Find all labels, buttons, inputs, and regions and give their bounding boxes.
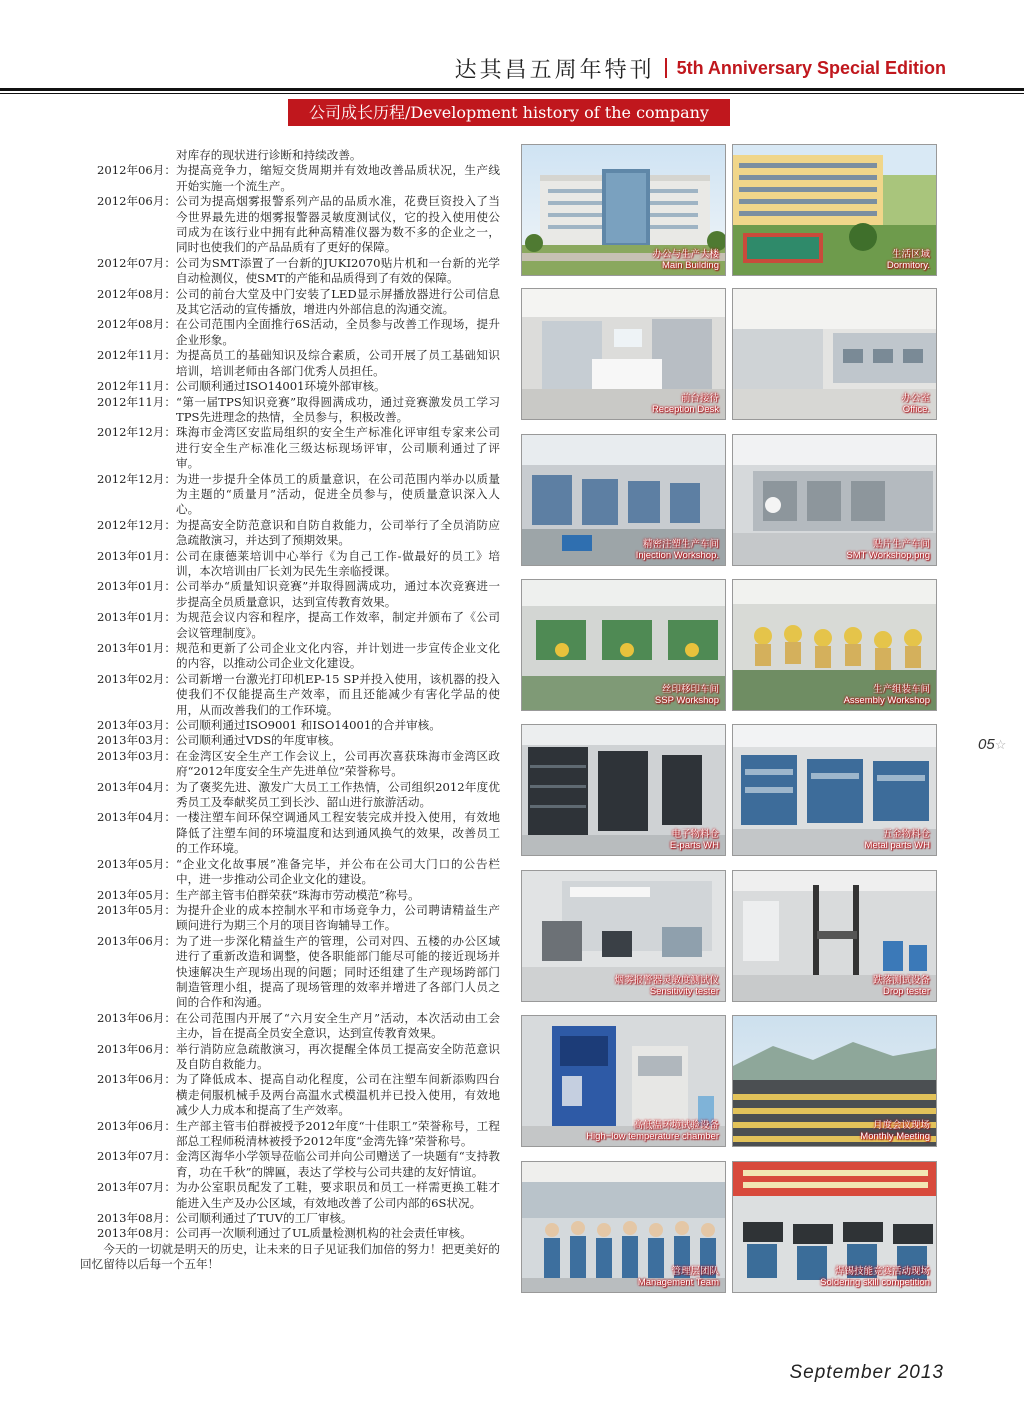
photo-caption: 前台接待 Reception Desk [651,393,719,415]
timeline-entry [80,1149,500,1180]
photo-caption: 烟雾报警器灵敏度测试仪 Sensitivity tester [614,975,719,997]
entry-date: 2013年06月： [96,1072,176,1087]
entry-text: 为办公室职员配发了工鞋，要求职员和员工一样需更换工鞋才能进入生产及办公区域，有效地改善了公司内部的6S状况。 [176,1180,500,1210]
entry-date: 2013年07月： [96,1180,176,1195]
photo-soldering-competition [732,1161,937,1293]
entry-date: 2012年11月： [96,379,176,394]
header-separator [665,58,667,78]
entry-date: 2013年01月： [96,610,176,625]
entry-date: 2013年02月： [96,671,176,686]
entry-text: 为提高安全防范意识和自防自救能力，公司举行了全员消防应急疏散演习，并达到了预期效果。 [176,517,500,548]
photo-sensitivity-tester [521,870,726,1002]
photo-smt-workshop [732,434,937,566]
entry-date: 2013年06月： [96,933,176,948]
section-banner: 公司成长历程/Development history of the company [288,99,730,126]
timeline-entry [80,1072,500,1118]
entry-text: 为了褒奖先进、激发广大员工工作热情，公司组织2012年度优秀员工及奉献奖员工到长沙、韶山进行旅游活动。 [176,779,500,810]
entry-text: 公司举办“质量知识竞赛”并取得圆满成功，通过本次竞赛进一步提高全员质量意识，达到宣传教育效果。 [176,579,500,609]
timeline-lead: 对库存的现状进行诊断和持续改善。 [176,148,362,162]
entry-date: 2012年06月： [96,194,176,209]
photo-dormitory [732,144,937,276]
photo-main-building [521,144,726,276]
footer-year: 2013 [897,1362,944,1383]
photo-metal-parts-warehouse [732,724,937,856]
photo-temperature-chamber [521,1015,726,1147]
timeline-entry [80,348,500,379]
entry-date: 2012年12月： [96,517,176,532]
photo-caption: 电子物料仓 E-parts WH [669,829,719,851]
timeline-entry [80,718,500,733]
entry-text: “企业文化故事展”准备完毕，并公布在公司大门口的公告栏中，进一步推动公司企业文化的建设。 [176,856,500,887]
photo-caption: 高低温环境试验设备 High−low temperature chamber [586,1120,719,1142]
photo-caption: 生活区域 Dormitory. [886,249,930,271]
timeline [80,148,500,1273]
timeline-entry [80,194,500,256]
timeline-entry [80,395,500,426]
entry-text: 生产部主管韦伯群被授予2012年度“十佳职工”荣誉称号，工程部总工程师税清林被授予2012年度“金湾先锋”荣誉称号。 [176,1118,500,1148]
photo-drop-tester [732,870,937,1002]
entry-date: 2012年11月： [96,394,176,409]
entry-date: 2013年05月： [96,856,176,871]
photo-caption: 办公与生产大楼 Main Building [652,249,719,271]
photo-eparts-warehouse [521,724,726,856]
entry-text: 公司为提高烟雾报警系列产品的品质水准，花费巨资投入了当今世界最先进的烟雾报警器灵敏度测试仪，它的投入使用使公司成为在该行业中拥有此种高精准仪器为数不多的企业之一，同时也使我们的产品品质有了更好的保障。 [176,194,500,255]
entry-text: 公司顺利通过ISO14001环境外部审核。 [176,379,386,394]
entry-date: 2013年01月： [96,641,176,655]
entry-date: 2013年05月： [96,887,176,902]
header-title-en: 5th Anniversary Special Edition [676,57,946,78]
timeline-entry [80,672,500,718]
star-icon: ☆ [994,737,1007,752]
timeline-entry [80,610,500,641]
timeline-entry [80,733,500,748]
entry-text: 珠海市金湾区安监局组织的安全生产标准化评审组专家来公司进行安全生产标准化三级达标现场评审，公司顺利通过了评审。 [176,425,500,471]
entry-text: “第一届TPS知识竞赛”取得圆满成功，通过竞赛激发员工学习TPS先进理念的热情，全员参与，积极改善。 [176,394,500,424]
entry-date: 2013年01月： [96,579,176,594]
entry-text: 为提高竞争力，缩短交货周期并有效地改善品质状况，生产线开始实施一个流生产。 [176,163,500,193]
timeline-entry [80,888,500,903]
timeline-entry [80,1011,500,1042]
timeline-entry [80,810,500,856]
entry-text: 在金湾区安全生产工作会议上，公司再次喜获珠海市金湾区政府“2012年度安全生产先进单位”荣誉称号。 [176,748,500,779]
photo-caption: 办公室 Office. [901,393,930,415]
entry-text: 生产部主管韦伯群荣获“珠海市劳动模范”称号。 [176,887,420,902]
photo-office [732,288,937,420]
page-number: 05☆ [978,736,1007,753]
timeline-entry [80,287,500,318]
photo-assembly-workshop [732,579,937,711]
header-rule-thin [0,93,1024,94]
photo-caption: 生产组装车间 Assembly Workshop [843,684,930,706]
entry-text: 为规范会议内容和程序，提高工作效率，制定并颁布了《公司会议管理制度》。 [176,610,500,640]
entry-date: 2012年12月： [96,471,176,486]
photo-caption: 精密注塑生产车间 Injection Workshop. [635,539,719,561]
entry-date: 2013年06月： [96,1041,176,1056]
timeline-entry [80,749,500,780]
timeline-entry [80,1211,500,1226]
entry-date: 2012年08月： [96,286,176,301]
header-title-cn: 达其昌五周年特刊 [454,57,655,83]
entry-date: 2013年03月： [96,718,176,733]
entry-text: 公司再一次顺利通过了UL质量检测机构的社会责任审核。 [176,1226,472,1241]
timeline-entry [80,641,500,672]
entry-date: 2013年03月： [96,748,176,763]
photo-caption: 焊锡技能竞赛活动现场 Soldering skill competition [820,1266,930,1288]
entry-date: 2013年05月： [96,902,176,917]
entry-text: 为提高员工的基础知识及综合素质，公司开展了员工基础知识培训，培训老师由各部门优秀人员担任。 [176,348,500,378]
entry-text: 规范和更新了公司企业文化内容，并计划进一步宣传企业文化的内容，以推动公司企业文化建设。 [176,641,500,671]
header-rule-thick [0,88,1024,91]
photo-management-team [521,1161,726,1293]
entry-text: 金湾区海华小学领导莅临公司并向公司赠送了一块题有“支持教育，功在千秋”的牌匾，表达了学校与公司共建的友好情谊。 [176,1149,500,1179]
timeline-entry [80,780,500,811]
entry-date: 2013年08月： [96,1226,176,1241]
photo-ssp-workshop [521,579,726,711]
entry-text: 举行消防应急疏散演习，再次提醒全体员工提高安全防范意识及自防自救能力。 [176,1041,500,1071]
entry-text: 为了进一步深化精益生产的管理，公司对四、五楼的办公区域进行了重新改造和调整，使各职能部门能尽可能的接近现场并快速解决生产现场出现的问题；同时还组建了生产现场跨部门制造管理小组，提高了现场管理的效率并增进了各部门人员之间的合作和沟通。 [176,933,500,1010]
timeline-entries [80,163,500,1241]
timeline-entry [80,903,500,934]
photo-caption: 丝印移印车间 SSP Workshop [654,684,719,706]
photo-caption: 贴片生产车间 SMT Workshop.png [846,539,930,561]
photo-reception [521,288,726,420]
entry-date: 2012年07月： [96,255,176,270]
photo-monthly-meeting [732,1015,937,1147]
timeline-entry [80,472,500,518]
entry-text: 在公司范围内开展了“六月安全生产月”活动，本次活动由工会主办，旨在提高全员安全意识，达到宣传教育效果。 [176,1010,500,1041]
photo-caption: 管理层团队 Management Team [637,1266,719,1288]
photo-caption: 五金物料仓 Metal parts WH [864,829,930,851]
timeline-entry [80,163,500,194]
entry-date: 2013年04月： [96,779,176,794]
timeline-entry [80,317,500,348]
timeline-entry [80,425,500,471]
entry-date: 2013年06月： [96,1118,176,1133]
entry-text: 公司新增一台激光打印机EP-15 SP并投入使用，该机器的投入使我们不仅能提高生产效率，而且还能减少有害化学品的使用，从而改善我们的工作环境。 [176,671,500,717]
entry-date: 2012年11月： [96,348,176,363]
timeline-entry [80,256,500,287]
timeline-entry [80,549,500,580]
entry-text: 公司顺利通过ISO9001 和ISO14001的合并审核。 [176,718,441,733]
entry-date: 2012年12月： [96,425,176,440]
footer-month: September [789,1362,892,1383]
entry-date: 2013年06月： [96,1010,176,1025]
timeline-entry [80,857,500,888]
timeline-entry [80,579,500,610]
timeline-entry [80,934,500,1011]
entry-date: 2013年08月： [96,1211,176,1226]
entry-text: 公司顺利通过了TUV的工厂审核。 [176,1211,353,1226]
entry-text: 公司的前台大堂及中门安装了LED显示屏播放器进行公司信息及其它活动的宣传播放，增进内外部信息的沟通交流。 [176,286,500,317]
entry-date: 2013年07月： [96,1149,176,1164]
entry-date: 2012年06月： [96,163,176,178]
timeline-entry [80,1119,500,1150]
timeline-entry [80,1180,500,1211]
entry-text: 公司为SMT添置了一台新的JUKI2070贴片机和一台新的光学自动检测仪，使SMT的产能和品质得到了有效的保障。 [176,255,500,286]
entry-text: 在公司范围内全面推行6S活动，全员参与改善工作现场，提升企业形象。 [176,317,500,347]
timeline-entry [80,1226,500,1241]
photo-injection-workshop [521,434,726,566]
entry-date: 2012年08月： [96,317,176,332]
magazine-header [455,52,946,84]
entry-date: 2013年03月： [96,733,176,748]
timeline-entry [80,379,500,394]
entry-text: 一楼注塑车间环保空调通风工程安装完成并投入使用，有效地降低了注塑车间的环境温度和达到通风换气的效果，改善员工的工作环境。 [176,810,500,856]
entry-text: 为提升企业的成本控制水平和市场竞争力，公司聘请精益生产顾问进行为期三个月的项目咨询辅导工作。 [176,902,500,933]
entry-text: 公司顺利通过VDS的年度审核。 [176,733,341,748]
entry-date: 2013年04月： [96,810,176,825]
entry-text: 公司在康德莱培训中心举行《为自己工作-做最好的员工》培训，本次培训由厂长刘为民先生亲临授课。 [176,548,500,578]
timeline-entry [80,518,500,549]
photo-caption: 跌落测试设备 Drop tester [872,975,930,997]
timeline-entry [80,1042,500,1073]
entry-text: 为进一步提升全体员工的质量意识，在公司范围内举办以质量为主题的“质量月”活动，促进全员参与，使质量意识深入人心。 [176,471,500,517]
footer-date [789,1362,944,1384]
entry-date: 2013年01月： [96,548,176,563]
closing-paragraph: 今天的一切就是明天的历史，让未来的日子见证我们加倍的努力！把更美好的回忆留待以后每一个五年！ [80,1241,500,1272]
photo-caption: 月度会议现场 Monthly Meeting [860,1120,930,1142]
entry-text: 为了降低成本、提高自动化程度，公司在注塑车间新添购四台横走伺服机械手及两台高温水式模温机并已投入使用，有效地减少人力成本和提高了生产效率。 [176,1072,500,1118]
